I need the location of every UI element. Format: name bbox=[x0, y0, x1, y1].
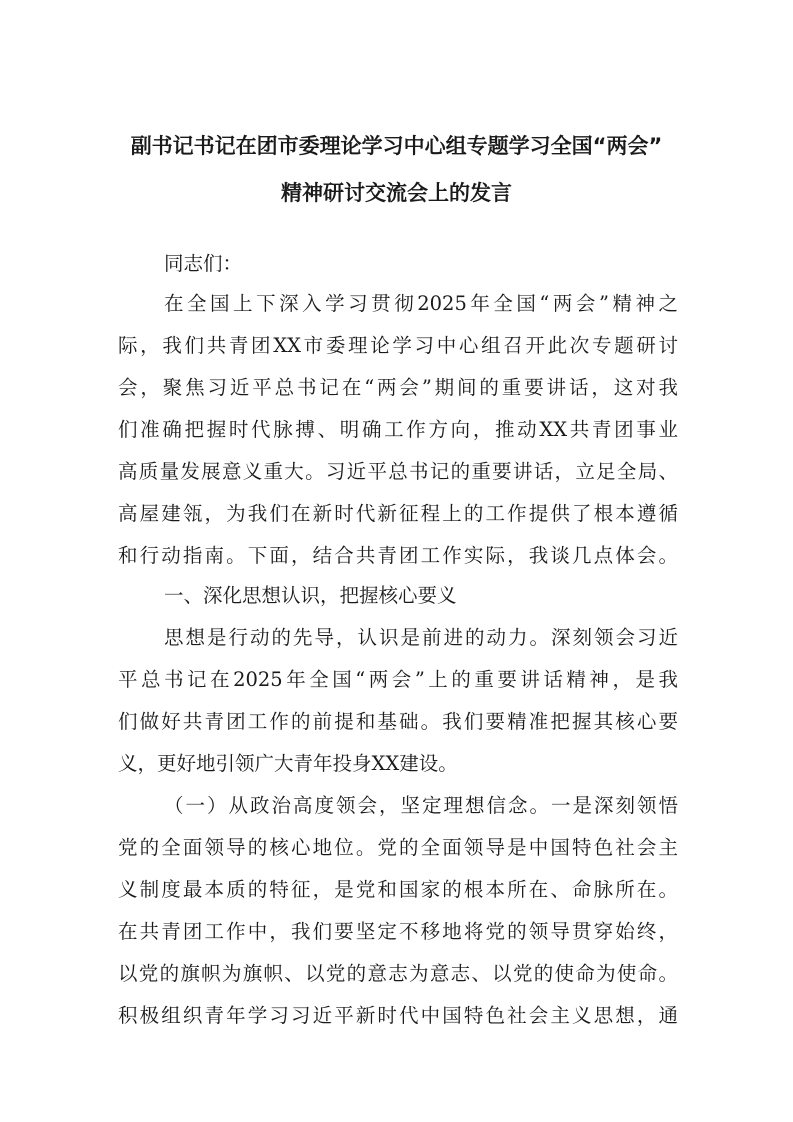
body-line: 义制度最本质的特征，是党和国家的根本所在、命脉所在。 bbox=[118, 878, 678, 901]
body-line: 们做好共青团工作的前提和基础。我们要精准把握其核心要 bbox=[118, 710, 678, 733]
document-title-line-1: 副书记书记在团市委理论学习中心组专题学习全国“两会” bbox=[130, 134, 663, 158]
body-line: 在共青团工作中，我们要坚定不移地将党的领导贯穿始终， bbox=[118, 920, 678, 943]
body-line: 党的全面领导的核心地位。党的全面领导是中国特色社会主 bbox=[118, 836, 678, 859]
section-heading: 一、深化思想认识，把握核心要义 bbox=[164, 584, 457, 607]
body-line: 和行动指南。下面，结合共青团工作实际，我谈几点体会。 bbox=[118, 544, 678, 567]
body-line: 平总书记在2025年全国“两会”上的重要讲话精神，是我 bbox=[118, 668, 678, 691]
body-line: 们准确把握时代脉搏、明确工作方向，推动XX共青团事业 bbox=[118, 418, 678, 441]
body-line: 高屋建瓴，为我们在新时代新征程上的工作提供了根本遵循 bbox=[118, 502, 678, 525]
body-line: 际，我们共青团XX市委理论学习中心组召开此次专题研讨 bbox=[118, 334, 678, 357]
document-title-line-2: 精神研讨交流会上的发言 bbox=[281, 181, 512, 205]
body-line: 以党的旗帜为旗帜、以党的意志为意志、以党的使命为使命。 bbox=[118, 962, 678, 985]
body-line: 义，更好地引领广大青年投身XX建设。 bbox=[118, 752, 458, 775]
subsection-line: （一）从政治高度领会，坚定理想信念。一是深刻领悟 bbox=[164, 794, 678, 817]
body-line: 会，聚焦习近平总书记在“两会”期间的重要讲话，这对我 bbox=[118, 376, 678, 399]
body-line: 高质量发展意义重大。习近平总书记的重要讲话，立足全局、 bbox=[118, 460, 678, 483]
salutation: 同志们： bbox=[164, 252, 243, 275]
body-line: 积极组织青年学习习近平新时代中国特色社会主义思想，通 bbox=[118, 1004, 678, 1027]
body-line: 思想是行动的先导，认识是前进的动力。深刻领会习近 bbox=[164, 626, 678, 649]
body-line: 在全国上下深入学习贯彻2025年全国“两会”精神之 bbox=[164, 292, 678, 315]
